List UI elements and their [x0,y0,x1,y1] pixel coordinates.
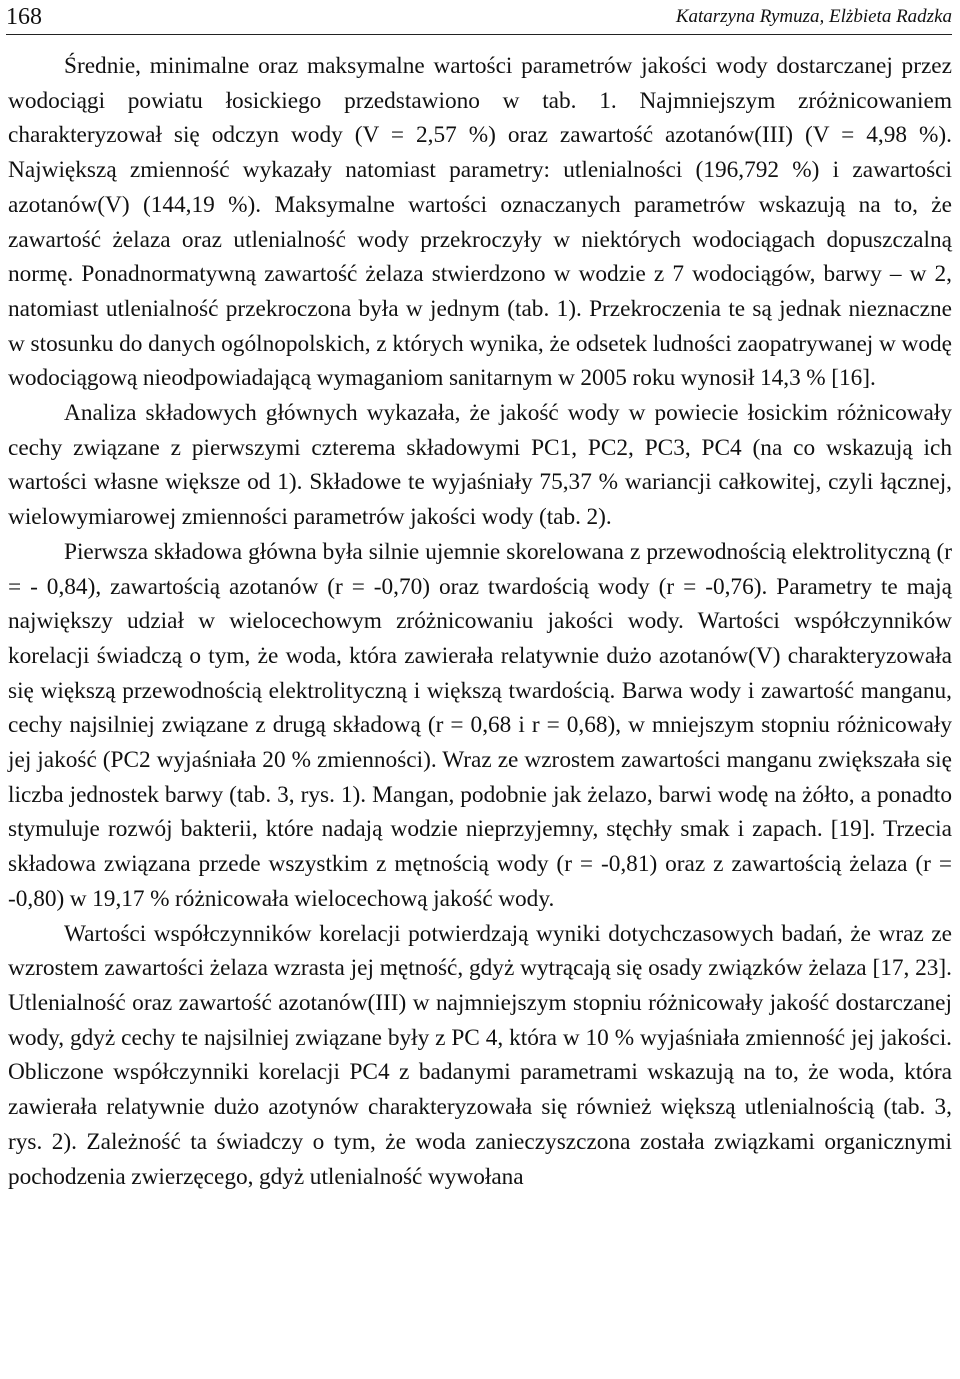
paragraph-4: Wartości współczynników korelacji potwierdzają wyniki dotychczasowych badań, że wraz ze wzrostem zawartości żelaza wzrasta jej mętność, gdyż wytrącają się osady związków żelaza [17, 23]. Utlenialność oraz zawartość azotanów(III) w najmniejszym stopniu różnicowały jakość dostarczanej wody, gdyż cechy te najsilniej związane były z PC 4, która w 10 % wyjaśniała zmienność jej jakości. Obliczone współczynniki korelacji PC4 z badanymi parametrami wskazują na to, że woda, która zawierała relatywnie dużo azotynów charakteryzowała się również większą utlenialnością (tab. 3, rys. 2). Zależność ta świadczy o tym, że woda zanieczyszczona została związkami organicznymi pochodzenia zwierzęcego, gdyż utlenialność wywołana [8,920,952,1190]
paragraph-1: Średnie, minimalne oraz maksymalne wartości parametrów jakości wody dostarczanej przez wodociągi powiatu łosickiego przedstawiono w tab. 1. Najmniejszym zróżnicowaniem charakteryzował się odczyn wody (V = 2,57 %) oraz zawartość azotanów(III) (V = 4,98 %). Największą zmienność wykazały natomiast parametry: utlenialności (196,792 %) i zawartości azotanów(V) (144,19 %). Maksymalne wartości oznaczanych parametrów wskazują na to, że zawartość żelaza oraz utlenialność wody przekroczyły w niektórych wodociągach dopuszczalną normę. Ponadnormatywną zawartość żelaza stwierdzono w wodzie z 7 wodociągów, barwy – w 2, natomiast utlenialność przekroczona była w jednym (tab. 1). Przekroczenia te są jednak nieznaczne w stosunku do danych ogólnopolskich, z których wynika, że odsetek ludności zaopatrywanej w wodę wodociągową nieodpowiadającą wymaganiom sanitarnym w 2005 roku wynosił 14,3 % [16]. [8,53,952,392]
body-text [8,49,952,1194]
page-header [6,0,952,35]
running-head-authors: Katarzyna Rymuza, Elżbieta Radzka [675,6,952,27]
paragraph-3: Pierwsza składowa główna była silnie ujemnie skorelowana z przewodnością elektrolityczną (r = - 0,84), zawartością azotanów (r = -0,70) oraz twardością wody (r = -0,76). Parametry te mają największy udział w wielocechowym zróżnicowaniu jakości wody. Wartości współczynników korelacji świadczą o tym, że woda, która zawierała relatywnie dużo azotanów(V) charakteryzowała się większą przewodnością elektrolityczną i większą twardością. Barwa wody i zawartość manganu, cechy najsilniej związane z drugą składową (r = 0,68 i r = 0,68), w mniejszym stopniu różnicowały jej jakość (PC2 wyjaśniała 20 % zmienności). Wraz ze wzrostem zawartości manganu zwiększała się liczba jednostek barwy (tab. 3, rys. 1). Mangan, podobnie jak żelazo, barwi wodę na żółto, a ponadto stymuluje rozwój bakterii, które nadają wodzie nieprzyjemny, stęchły smak i zapach. [19]. Trzecia składowa związana przede wszystkim z mętnością wody (r = -0,81) oraz z zawartością żelaza (r = -0,80) w 19,17 % różnicowała wielocechową jakość wody. [8,538,952,912]
paragraph-2: Analiza składowych głównych wykazała, że jakość wody w powiecie łosickim różnicowały cechy związane z pierwszymi czterema składowymi PC1, PC2, PC3, PC4 (na co wskazują ich wartości własne większe od 1). Składowe te wyjaśniały 75,37 % wariancji całkowitej, czyli łącznej, wielowymiarowej zmienności parametrów jakości wody (tab. 2). [8,400,952,531]
page-number: 168 [6,3,42,30]
